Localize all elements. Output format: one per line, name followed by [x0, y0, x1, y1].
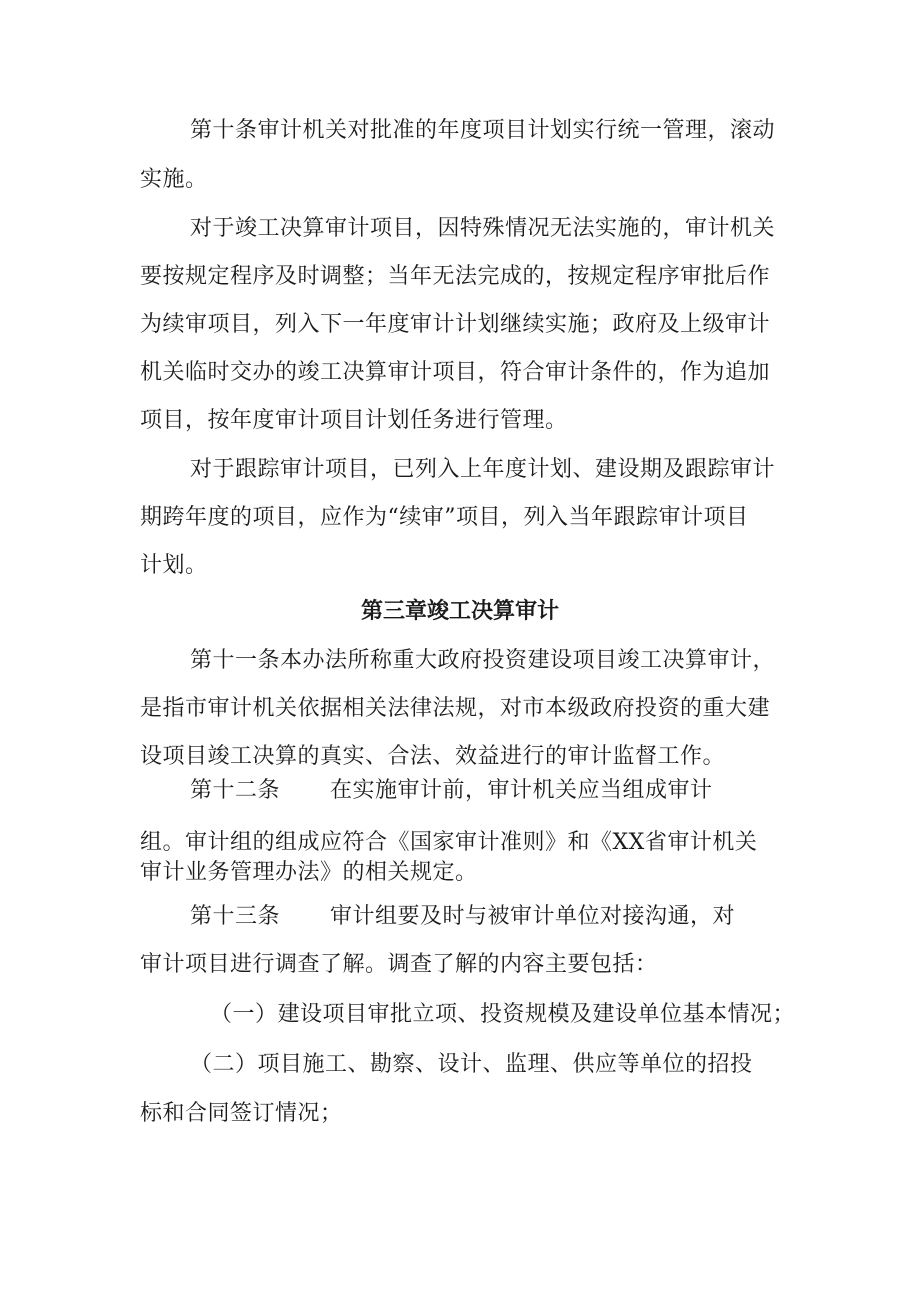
- list-item-2-line-1: （二）项目施工、勘察、设计、监理、供应等单位的招投: [190, 1052, 753, 1077]
- article-11-line-3: 设项目竣工决算的真实、合法、效益进行的审计监督工作。: [140, 744, 726, 769]
- article-12-line-2: 组。审计组的组成应符合《国家审计准则》和《XX省审计机关: [140, 830, 758, 855]
- settlement-para-line-5: 项目，按年度审计项目计划任务进行管理。: [140, 408, 568, 433]
- settlement-para-line-3: 为续审项目，列入下一年度审计计划继续实施；政府及上级审计: [140, 312, 771, 337]
- article-11-line-1: 第十一条本办法所称重大政府投资建设项目竣工决算审计，: [190, 648, 776, 673]
- article-13-label: 第十三条: [190, 904, 281, 929]
- article-13-line-1-text: 审计组要及时与被审计单位对接沟通，对: [330, 904, 736, 929]
- article-13-line-2: 审计项目进行调查了解。调查了解的内容主要包括：: [140, 952, 658, 977]
- tracking-para-line-2: 期跨年度的项目，应作为“续审”项目，列入当年跟踪审计项目: [140, 505, 749, 530]
- settlement-para-line-1: 对于竣工决算审计项目，因特殊情况无法实施的，审计机关: [190, 216, 776, 241]
- tracking-para-line-1: 对于跟踪审计项目，已列入上年度计划、建设期及跟踪审计: [190, 457, 776, 482]
- article-10-line-1: 第十条审计机关对批准的年度项目计划实行统一管理，滚动: [190, 118, 776, 143]
- article-10-line-2: 实施。: [140, 167, 208, 192]
- article-12-label: 第十二条: [190, 778, 281, 803]
- article-13-line-1: [190, 902, 735, 932]
- settlement-para-line-2: 要按规定程序及时调整；当年无法完成的，按规定程序审批后作: [140, 264, 771, 289]
- article-11-line-2: 是指市审计机关依据相关法律法规，对市本级政府投资的重大建: [140, 696, 771, 721]
- article-12-line-1-text: 在实施审计前，审计机关应当组成审计: [330, 778, 713, 803]
- tracking-para-line-3: 计划。: [140, 553, 208, 578]
- list-item-1: （一）建设项目审批立项、投资规模及建设单位基本情况；: [210, 1002, 796, 1027]
- settlement-para-line-4: 机关临时交办的竣工决算审计项目，符合审计条件的，作为追加: [140, 360, 771, 385]
- list-item-2-line-2: 标和合同签订情况；: [140, 1101, 343, 1126]
- article-12-line-3: 审计业务管理办法》的相关规定。: [140, 860, 478, 885]
- chapter-3-title: 第三章竣工决算审计: [360, 599, 559, 624]
- article-12-line-1: [190, 776, 713, 806]
